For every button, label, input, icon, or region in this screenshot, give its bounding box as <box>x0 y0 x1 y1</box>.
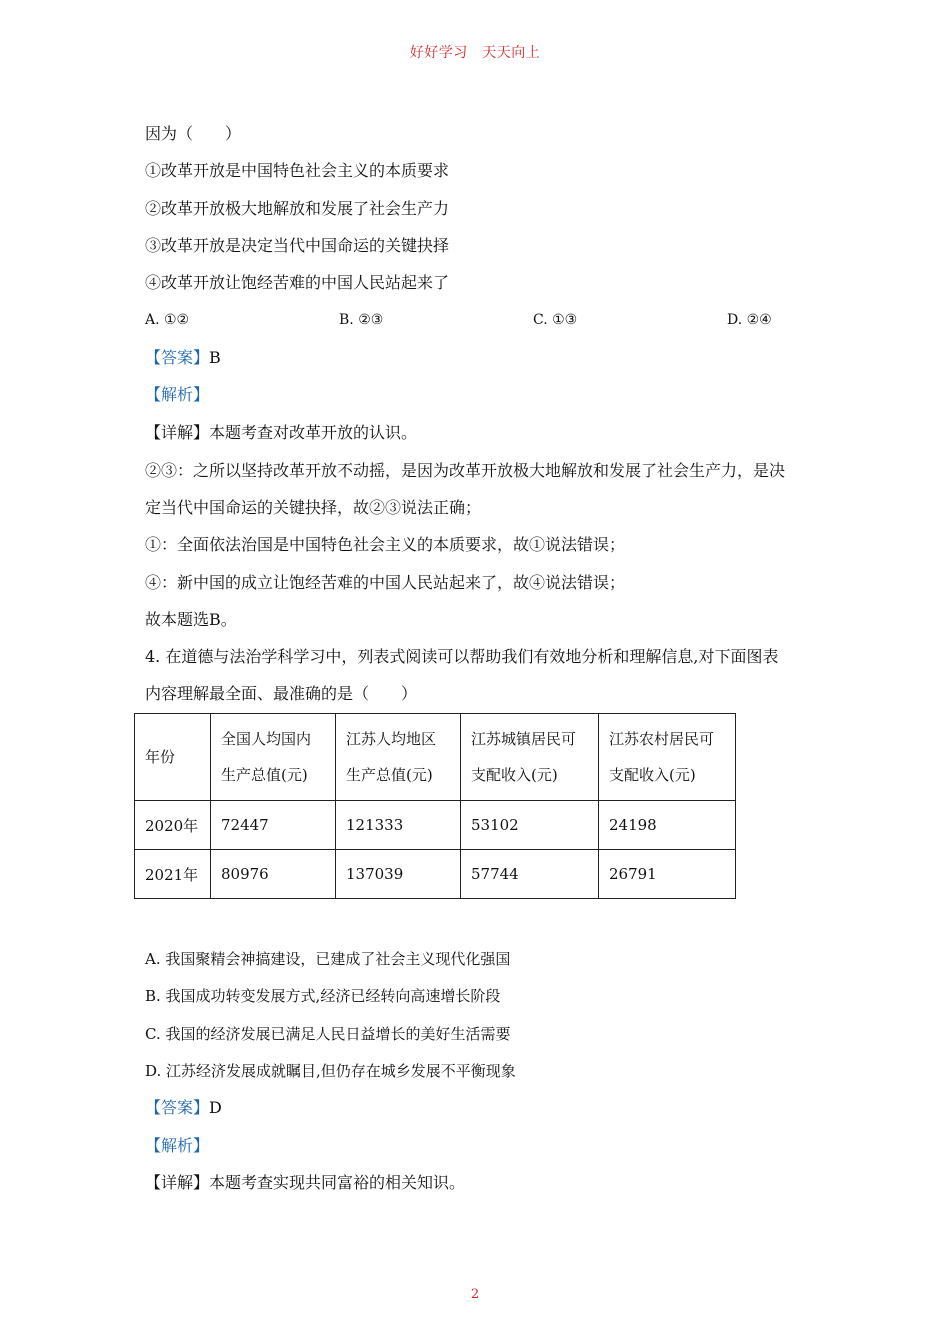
table-header-cell: 江苏城镇居民可支配收入(元) <box>461 714 599 801</box>
page-header: 好好学习 天天向上 <box>409 45 541 61</box>
q3-statement-3: ③改革开放是决定当代中国命运的关键抉择 <box>145 236 450 255</box>
q3-analysis-tag: 【解析】 <box>145 385 210 404</box>
detail-text: 本题考查实现共同富裕的相关知识。 <box>209 1173 466 1192</box>
answer-tag: 【答案】 <box>145 1098 210 1117</box>
q4-stem-line-2: 内容理解最全面、最准确的是（ ） <box>145 684 418 703</box>
table-cell: 26791 <box>599 850 736 899</box>
q4-detail <box>145 1173 465 1193</box>
table-row <box>135 850 736 899</box>
q3-explanation-3: ④：新中国的成立让饱经苦难的中国人民站起来了，故④说法错误； <box>145 573 626 592</box>
table-cell: 53102 <box>461 801 599 850</box>
q3-answer <box>145 348 221 368</box>
q3-option-d: D. ②④ <box>727 312 772 328</box>
table-cell: 137039 <box>336 850 461 899</box>
q4-analysis-tag: 【解析】 <box>145 1136 210 1155</box>
q4-option-c: C. 我国的经济发展已满足人民日益增长的美好生活需要 <box>145 1025 511 1043</box>
table-cell: 121333 <box>336 801 461 850</box>
table-cell: 2021年 <box>135 850 211 899</box>
table-header-cell: 江苏人均地区生产总值(元) <box>336 714 461 801</box>
answer-tag: 【答案】 <box>145 348 210 367</box>
q3-option-a: A. ①② <box>145 312 190 328</box>
table-header-cell: 江苏农村居民可支配收入(元) <box>599 714 736 801</box>
detail-tag: 【详解】 <box>145 1173 210 1192</box>
q3-conclusion: 故本题选B。 <box>145 610 237 629</box>
q3-detail <box>145 423 417 443</box>
data-table <box>134 713 736 899</box>
answer-value: B <box>209 348 221 367</box>
table-row <box>135 801 736 850</box>
table-cell: 24198 <box>599 801 736 850</box>
table-cell: 72447 <box>211 801 336 850</box>
table-header-row <box>135 714 736 801</box>
answer-value: D <box>209 1098 222 1117</box>
detail-tag: 【详解】 <box>145 423 210 442</box>
page-number: 2 <box>470 1287 480 1302</box>
table-header-cell: 全国人均国内生产总值(元) <box>211 714 336 801</box>
q4-stem-line-1: 4. 在道德与法治学科学习中，列表式阅读可以帮助我们有效地分析和理解信息,对下面图表 <box>145 647 779 666</box>
table-cell: 80976 <box>211 850 336 899</box>
table-cell: 57744 <box>461 850 599 899</box>
q4-option-a: A. 我国聚精会神搞建设，已建成了社会主义现代化强国 <box>145 950 511 968</box>
q3-stem-tail: 因为（ ） <box>145 124 242 143</box>
q3-statement-4: ④改革开放让饱经苦难的中国人民站起来了 <box>145 273 450 292</box>
q3-explanation-1b: 定当代中国命运的关键抉择，故②③说法正确； <box>145 498 482 517</box>
q4-option-d: D. 江苏经济发展成就瞩目,但仍存在城乡发展不平衡现象 <box>145 1062 516 1080</box>
q4-option-b: B. 我国成功转变发展方式,经济已经转向高速增长阶段 <box>145 987 501 1005</box>
q3-statement-2: ②改革开放极大地解放和发展了社会生产力 <box>145 199 450 218</box>
q4-answer <box>145 1098 222 1118</box>
q3-statement-1: ①改革开放是中国特色社会主义的本质要求 <box>145 161 450 180</box>
table-cell: 2020年 <box>135 801 211 850</box>
detail-text: 本题考查对改革开放的认识。 <box>209 423 418 442</box>
table-header-cell: 年份 <box>135 714 211 801</box>
q3-explanation-2: ①：全面依法治国是中国特色社会主义的本质要求，故①说法错误； <box>145 535 626 554</box>
q3-option-c: C. ①③ <box>533 312 578 328</box>
q3-option-b: B. ②③ <box>339 312 384 328</box>
q3-explanation-1a: ②③：之所以坚持改革开放不动摇，是因为改革开放极大地解放和发展了社会生产力，是决 <box>145 461 786 480</box>
